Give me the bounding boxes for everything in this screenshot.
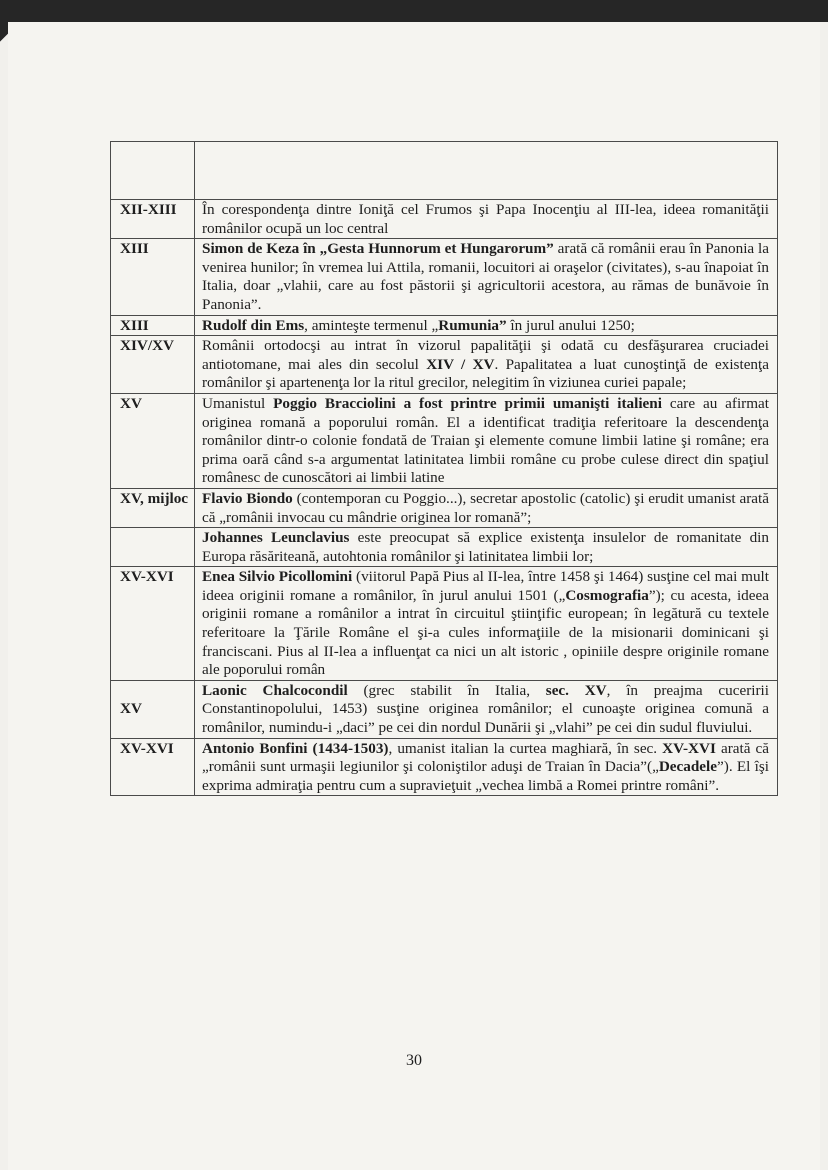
text-segment: . Papalitatea a luat cunoştinţă de existenţa românilor şi apartenenţa lor la ritul grecilor, nelegitim în viziunea curiei papale; xyxy=(202,355,769,392)
description-cell xyxy=(195,336,778,394)
text-segment: Umanistul xyxy=(202,394,274,412)
period-cell: XV-XVI xyxy=(111,567,195,681)
text-segment: , în preajma cuceririi Constantinopolului, 1453) susţine originea românilor; el cunoaşte originea comună a românilor, numindu-i „daci” pe cei din nordul Dunării şi „vlahi” pe cei din sudul fluviului. xyxy=(202,681,769,737)
bold-text-segment: sec. XV xyxy=(545,681,607,699)
description-cell xyxy=(195,738,778,796)
description-cell xyxy=(195,200,778,239)
period-cell: XII-XIII xyxy=(111,200,195,239)
period-cell: XV xyxy=(111,680,195,738)
bold-text-segment: Antonio Bonfini (1434-1503) xyxy=(202,739,389,757)
table-header-row xyxy=(111,142,778,200)
description-cell xyxy=(195,239,778,315)
bold-text-segment: Laonic Chalcocondil xyxy=(202,681,348,699)
text-segment: În corespondenţa dintre Ioniţă cel Frumos şi Papa Inocenţiu al III-lea, ideea romanităţii românilor ocupă un loc central xyxy=(202,201,769,237)
bold-text-segment: Poggio Bracciolini a fost printre primii umanişti italieni xyxy=(273,394,662,412)
text-segment: este preocupat să explice existenţa insulelor de romanitate din Europa răsăriteană, autohtonia românilor şi latinitatea limbii lor; xyxy=(202,529,769,565)
period-cell: XV-XVI xyxy=(111,738,195,796)
period-cell: XV, mijloc xyxy=(111,488,195,527)
table-row xyxy=(111,567,778,681)
text-segment: , umanist italian la curtea maghiară, în sec. xyxy=(388,739,663,757)
scan-top-border xyxy=(0,0,828,22)
table-row xyxy=(111,528,778,567)
text-segment: (viitorul Papă Pius al II-lea, între 1458 şi 1464) susţine cel mai mult ideea originii romane a românilor, în jurul anului 1501 („ xyxy=(202,568,769,604)
period-cell xyxy=(111,528,195,567)
description-cell xyxy=(195,393,778,488)
description-cell xyxy=(195,488,778,527)
bold-text-segment: Cosmografia xyxy=(565,586,649,604)
bold-text-segment: Simon de Keza în „Gesta Hunnorum et Hungarorum” xyxy=(202,240,554,258)
bold-text-segment: Rumunia” xyxy=(438,316,507,334)
period-cell: XIII xyxy=(111,239,195,315)
table-row xyxy=(111,315,778,336)
bold-text-segment: Rudolf din Ems xyxy=(202,316,305,334)
page-number: 30 xyxy=(406,1052,422,1069)
table-row xyxy=(111,680,778,738)
text-segment: în jurul anului 1250; xyxy=(506,316,635,334)
period-cell: XIII xyxy=(111,315,195,336)
table-row xyxy=(111,738,778,796)
bold-text-segment: Enea Silvio Picollomini xyxy=(202,568,353,586)
text-segment: arată că românii erau în Panonia la venirea hunilor; în vremea lui Attila, romanii, locuitori ai oraşelor (civitates), s-au înapoiat în Italia, doar „vlahii, care au fost păstorii şi agricultorii acestora, au rămas de bunăvoie în Panonia”. xyxy=(202,240,769,313)
chronology-table xyxy=(110,141,778,796)
period-cell: XIV/XV xyxy=(111,336,195,394)
table-row xyxy=(111,239,778,315)
text-segment: ”). El îşi exprima admiraţia pentru cum a supravieţuit „vechea limbă a Romei printre români”. xyxy=(202,758,769,794)
bold-text-segment: XV-XVI xyxy=(662,739,716,757)
description-cell xyxy=(195,680,778,738)
text-segment: Românii ortodocşi au intrat în vizorul papalităţii şi odată cu desfăşurarea cruciadei antiotomane, mai ales din secolul xyxy=(202,337,769,373)
description-cell xyxy=(195,315,778,336)
text-segment: ”); cu acesta, ideea originii romane a românilor a intrat în circuitul ştiinţific european; în legătură cu textele referitoare la Ţările Române el şi-a cules informaţiile de la misionarii dominicani şi franciscani. Pius al II-lea a influenţat ca nici un alt istoric , opiniile despre originile romane ale poporului român xyxy=(202,586,769,679)
bold-text-segment: Johannes Leunclavius xyxy=(202,529,350,547)
table-row xyxy=(111,488,778,527)
description-cell xyxy=(195,528,778,567)
bold-text-segment: XIV / XV xyxy=(426,355,495,373)
text-segment: , aminteşte termenul „ xyxy=(304,316,439,334)
period-cell: XV xyxy=(111,393,195,488)
table-row xyxy=(111,393,778,488)
text-segment: (grec stabilit în Italia, xyxy=(347,681,546,699)
text-segment: care au afirmat originea romană a poporului român. El a identificat tradiţia referitoare la descendenţa românilor dintr-o colonie fondată de Traian şi elemente comune limbii latine şi române; era prima oară când s-a argumentat latinitatea limbii române cu probe culese direct din spaţiul românesc de cunoscători ai limbii latine xyxy=(202,394,770,487)
header-period-cell xyxy=(111,142,195,200)
header-description-cell xyxy=(195,142,778,200)
table-row xyxy=(111,336,778,394)
bold-text-segment: Decadele xyxy=(658,758,718,776)
text-segment: arată că „românii sunt urmaşii legiunilor şi coloniştilor aduşi de Traian în Dacia”(„ xyxy=(202,739,769,776)
bold-text-segment: Flavio Biondo xyxy=(202,489,293,507)
description-cell xyxy=(195,567,778,681)
text-segment: (contemporan cu Poggio...), secretar apostolic (catolic) şi erudit umanist arată că „românii invocau cu mândrie originea lor romană”; xyxy=(202,489,769,526)
table-row xyxy=(111,200,778,239)
